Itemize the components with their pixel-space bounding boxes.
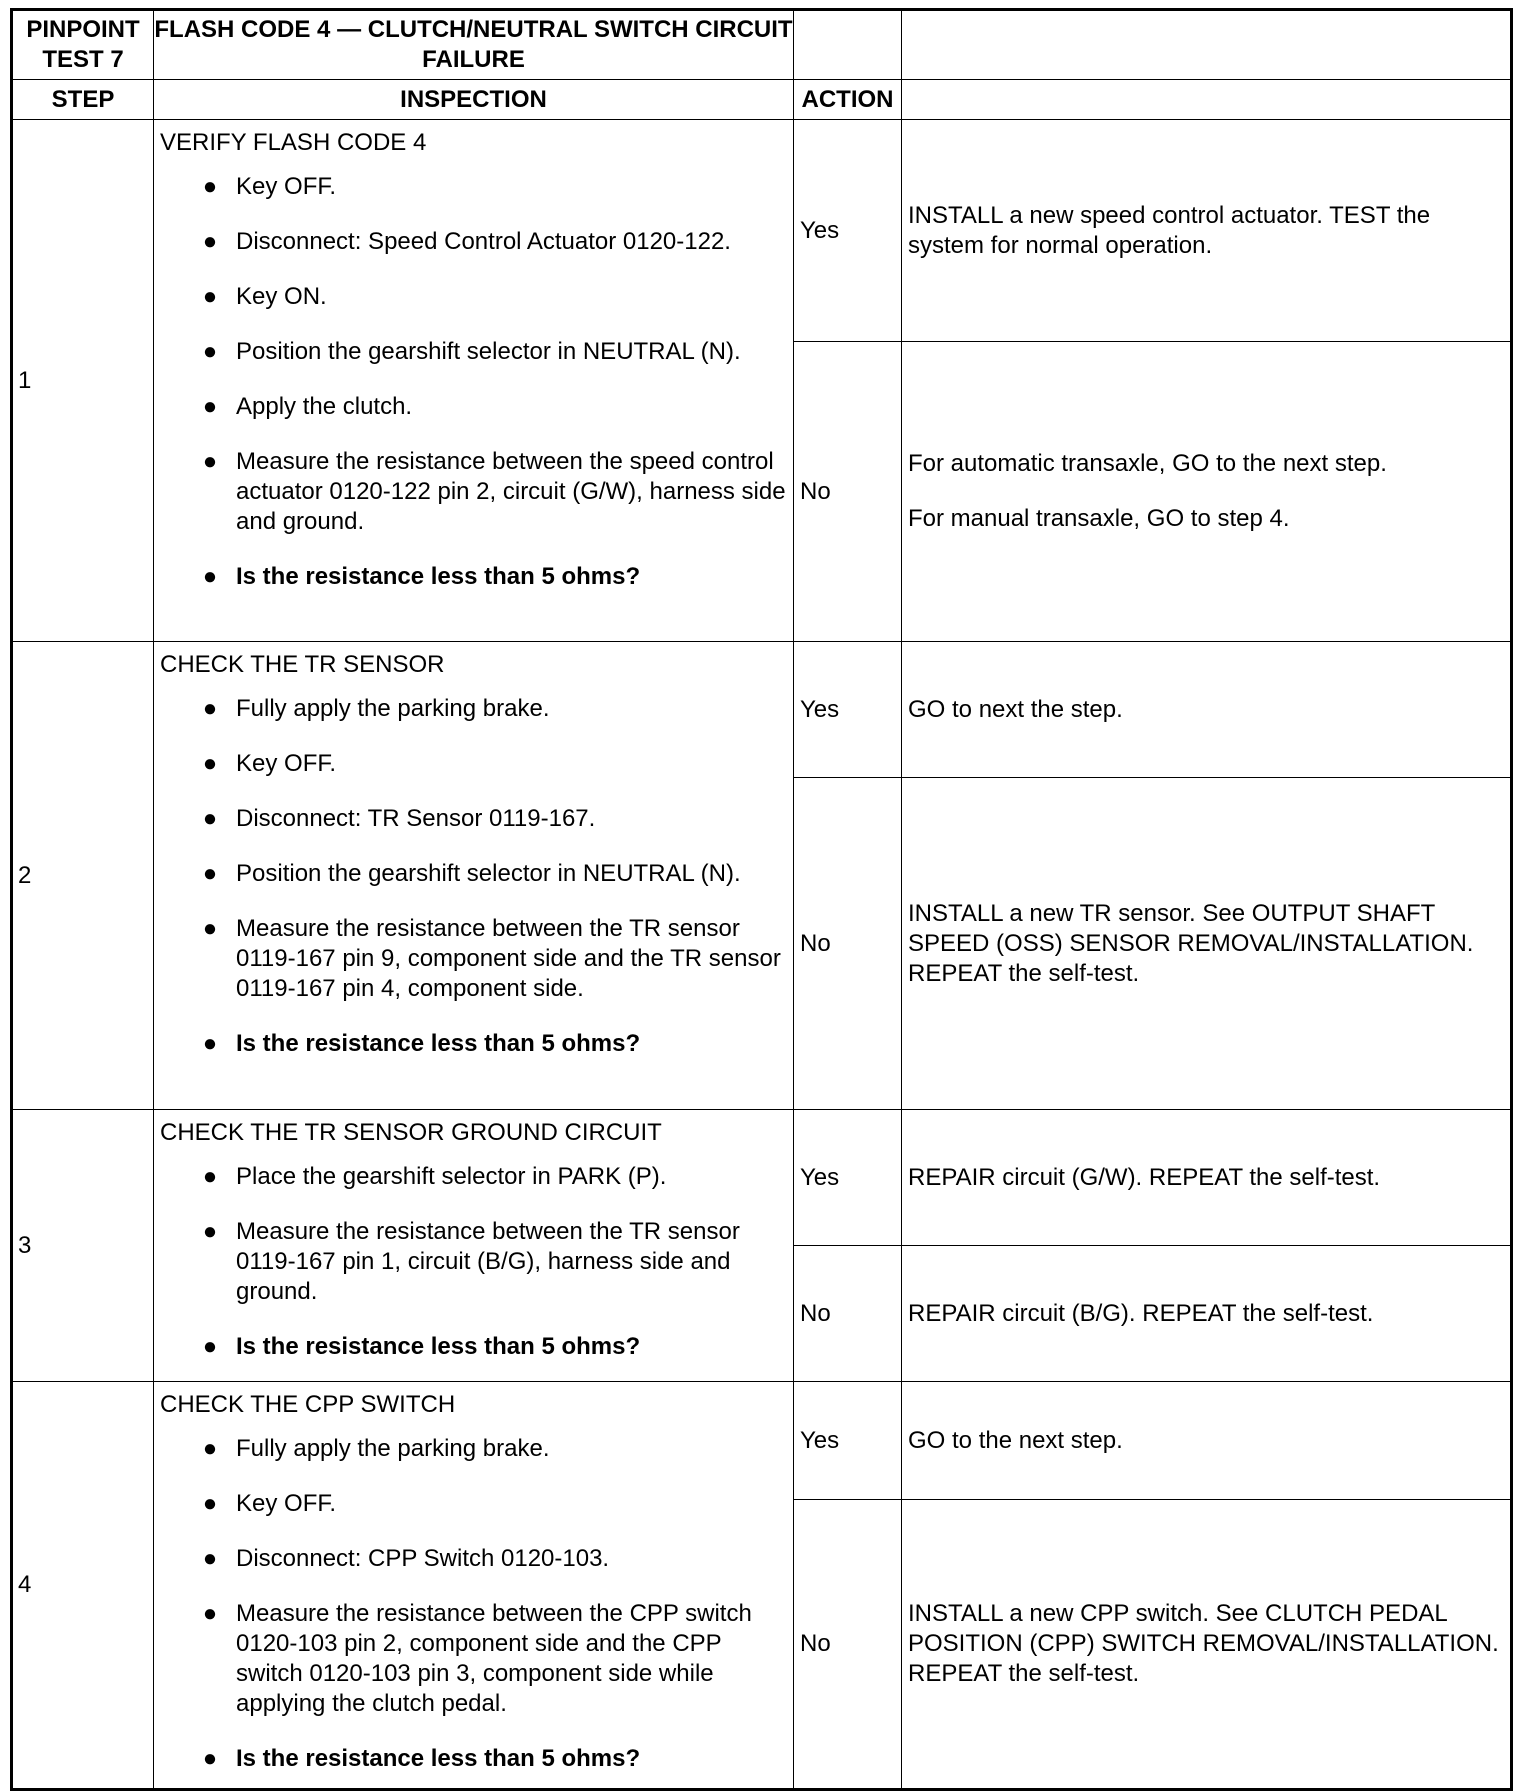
- action-result-text: INSTALL a new TR sensor. See OUTPUT SHAFT SPEED (OSS) SENSOR REMOVAL/INSTALLATION. REPEAT the self-test.: [908, 899, 1474, 987]
- inspection-item-text: Disconnect: Speed Control Actuator 0120-122.: [236, 228, 731, 255]
- inspection-item: [200, 172, 787, 202]
- action-result-yes: [902, 1110, 1512, 1246]
- action-result-text: For manual transaxle, GO to step 4.: [908, 505, 1290, 532]
- title-row-empty-cell: [794, 10, 902, 80]
- action-answer-yes: Yes: [794, 1382, 902, 1500]
- bullet-icon: ●: [202, 1745, 218, 1772]
- inspection-cell: [154, 642, 794, 1110]
- inspection-question-text: Is the resistance less than 5 ohms?: [236, 563, 641, 590]
- inspection-question-text: Is the resistance less than 5 ohms?: [236, 1030, 641, 1057]
- action-answer-no: No: [794, 1246, 902, 1382]
- inspection-item-text: Key ON.: [236, 283, 327, 310]
- inspection-item-text: Disconnect: CPP Switch 0120-103.: [236, 1545, 610, 1572]
- inspection-question: [200, 1332, 787, 1362]
- step-row: [12, 120, 1512, 342]
- bullet-icon: ●: [202, 915, 218, 942]
- bullet-icon: ●: [202, 1435, 218, 1462]
- inspection-item-text: Key OFF.: [236, 1490, 337, 1517]
- inspection-item-text: Position the gearshift selector in NEUTRAL (N).: [236, 860, 741, 887]
- bullet-icon: ●: [202, 805, 218, 832]
- inspection-cell: [154, 1382, 794, 1790]
- bullet-icon: ●: [202, 1490, 218, 1517]
- column-header-row: [12, 80, 1512, 120]
- inspection-item-text: Position the gearshift selector in NEUTRAL (N).: [236, 338, 741, 365]
- column-header-inspection: INSPECTION: [154, 80, 794, 120]
- action-result-text: GO to the next step.: [908, 1426, 1123, 1454]
- inspection-item: [200, 1489, 787, 1519]
- action-result-text: For automatic transaxle, GO to the next step.: [908, 450, 1387, 477]
- bullet-icon: ●: [202, 228, 218, 255]
- action-answer-no: No: [794, 1500, 902, 1790]
- inspection-list: [160, 694, 787, 1059]
- inspection-item-text: Disconnect: TR Sensor 0119-167.: [236, 805, 596, 832]
- action-answer-yes: Yes: [794, 1110, 902, 1246]
- step-number: 4: [12, 1382, 154, 1790]
- inspection-item: [200, 1162, 787, 1192]
- bullet-icon: ●: [202, 1545, 218, 1572]
- action-result-no: [902, 1246, 1512, 1382]
- bullet-icon: ●: [202, 338, 218, 365]
- table-body: [12, 10, 1512, 1790]
- inspection-item: [200, 1599, 787, 1719]
- action-result-text: GO to next the step.: [908, 695, 1123, 723]
- inspection-item-text: Measure the resistance between the CPP switch 0120-103 pin 2, component side and the CPP switch 0120-103 pin 3, component side while applying the clutch pedal.: [236, 1600, 752, 1717]
- bullet-icon: ●: [202, 695, 218, 722]
- step-row: [12, 1382, 1512, 1500]
- test-title: FLASH CODE 4 — CLUTCH/NEUTRAL SWITCH CIRCUIT FAILURE: [154, 10, 794, 80]
- step-number: 1: [12, 120, 154, 642]
- bullet-icon: ●: [202, 173, 218, 200]
- inspection-item-text: Apply the clutch.: [236, 393, 413, 420]
- inspection-item: [200, 1434, 787, 1464]
- action-result-yes: [902, 120, 1512, 342]
- inspection-item: [200, 914, 787, 1004]
- action-result-yes: [902, 642, 1512, 778]
- inspection-question-text: Is the resistance less than 5 ohms?: [236, 1745, 641, 1772]
- action-result-text: REPAIR circuit (G/W). REPEAT the self-test.: [908, 1163, 1381, 1191]
- inspection-item: [200, 337, 787, 367]
- action-answer-no: No: [794, 778, 902, 1110]
- inspection-question-text: Is the resistance less than 5 ohms?: [236, 1333, 641, 1360]
- bullet-icon: ●: [202, 750, 218, 777]
- inspection-item-text: Fully apply the parking brake.: [236, 695, 550, 722]
- inspection-cell: [154, 120, 794, 642]
- inspection-item: [200, 859, 787, 889]
- bullet-icon: ●: [202, 283, 218, 310]
- action-answer-yes: Yes: [794, 642, 902, 778]
- inspection-title: CHECK THE TR SENSOR: [160, 651, 445, 678]
- action-result-no: [902, 342, 1512, 642]
- inspection-item: [200, 804, 787, 834]
- inspection-item: [200, 749, 787, 779]
- bullet-icon: ●: [202, 393, 218, 420]
- column-header-step: STEP: [12, 80, 154, 120]
- inspection-item-text: Measure the resistance between the TR sensor 0119-167 pin 9, component side and the TR sensor 0119-167 pin 4, component side.: [236, 915, 781, 1002]
- action-result-text: INSTALL a new speed control actuator. TEST the system for normal operation.: [908, 201, 1431, 259]
- inspection-item: [200, 1217, 787, 1307]
- bullet-icon: ●: [202, 860, 218, 887]
- action-result-no: [902, 778, 1512, 1110]
- inspection-item: [200, 694, 787, 724]
- bullet-icon: ●: [202, 563, 218, 590]
- title-row-empty-cell: [902, 10, 1512, 80]
- inspection-title: VERIFY FLASH CODE 4: [160, 129, 427, 156]
- inspection-question: [200, 1029, 787, 1059]
- inspection-list: [160, 1434, 787, 1774]
- bullet-icon: ●: [202, 1218, 218, 1245]
- inspection-question: [200, 562, 787, 592]
- inspection-item: [200, 1544, 787, 1574]
- bullet-icon: ●: [202, 1163, 218, 1190]
- step-row: [12, 1110, 1512, 1246]
- action-result-yes: [902, 1382, 1512, 1500]
- bullet-icon: ●: [202, 1030, 218, 1057]
- step-number: 2: [12, 642, 154, 1110]
- bullet-icon: ●: [202, 1600, 218, 1627]
- inspection-item-text: Place the gearshift selector in PARK (P).: [236, 1163, 667, 1190]
- inspection-cell: [154, 1110, 794, 1382]
- title-row: [12, 10, 1512, 80]
- step-number: 3: [12, 1110, 154, 1382]
- inspection-item: [200, 447, 787, 537]
- inspection-item: [200, 282, 787, 312]
- bullet-icon: ●: [202, 1333, 218, 1360]
- inspection-title: CHECK THE CPP SWITCH: [160, 1391, 456, 1418]
- pinpoint-test-table: [10, 8, 1513, 1791]
- action-answer-yes: Yes: [794, 120, 902, 342]
- inspection-question: [200, 1744, 787, 1774]
- step-row: [12, 642, 1512, 778]
- inspection-list: [160, 1162, 787, 1362]
- inspection-item-text: Measure the resistance between the speed control actuator 0120-122 pin 2, circuit (G/W), harness side and ground.: [236, 448, 786, 535]
- action-result-text: REPAIR circuit (B/G). REPEAT the self-test.: [908, 1299, 1374, 1327]
- inspection-item-text: Measure the resistance between the TR sensor 0119-167 pin 1, circuit (B/G), harness side and ground.: [236, 1218, 740, 1305]
- bullet-icon: ●: [202, 448, 218, 475]
- action-result-no: [902, 1500, 1512, 1790]
- inspection-item-text: Key OFF.: [236, 173, 337, 200]
- column-header-action: ACTION: [794, 80, 902, 120]
- column-header-empty-cell: [902, 80, 1512, 120]
- inspection-item: [200, 392, 787, 422]
- action-answer-no: No: [794, 342, 902, 642]
- action-result-text: INSTALL a new CPP switch. See CLUTCH PEDAL POSITION (CPP) SWITCH REMOVAL/INSTALLATION. REPEAT the self-test.: [908, 1600, 1499, 1687]
- inspection-item-text: Key OFF.: [236, 750, 337, 777]
- inspection-item: [200, 227, 787, 257]
- pinpoint-test-label: PINPOINT TEST 7: [12, 10, 154, 80]
- inspection-list: [160, 172, 787, 592]
- inspection-title: CHECK THE TR SENSOR GROUND CIRCUIT: [160, 1119, 662, 1146]
- inspection-item-text: Fully apply the parking brake.: [236, 1435, 550, 1462]
